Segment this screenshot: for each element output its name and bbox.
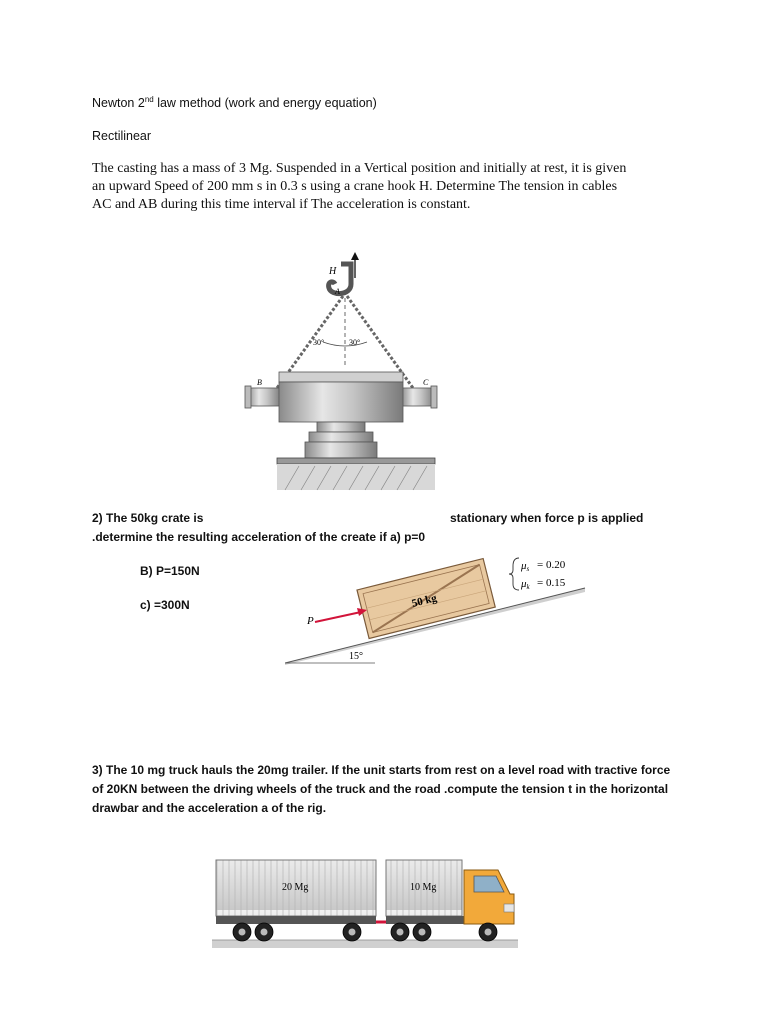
problem1-text bbox=[92, 160, 692, 214]
title-prefix: Newton 2 bbox=[92, 96, 145, 111]
crate-mass-label: 50 kg bbox=[410, 592, 439, 610]
crate-incline-figure bbox=[285, 548, 595, 668]
problem3-line2: of 20KN between the driving wheels of the truck and the road .compute the tension t in the horizontal bbox=[92, 782, 669, 796]
mu-s-symbol: μs bbox=[521, 560, 530, 573]
ground bbox=[277, 464, 435, 490]
truck-trailer-figure bbox=[212, 850, 518, 952]
angle-left-label: 30° bbox=[313, 338, 325, 347]
problem3-line3: drawbar and the acceleration a of the rig. bbox=[92, 801, 327, 815]
problem1-line1: The casting has a mass of 3 Mg. Suspended in a Vertical position and initially at rest, it is given bbox=[92, 161, 627, 176]
road bbox=[212, 940, 518, 948]
wheels bbox=[233, 923, 497, 941]
friction-brace bbox=[509, 558, 519, 590]
problem2-line2: .determine the resulting acceleration of the create if a) p=0 bbox=[92, 530, 426, 544]
problem3-line1: 3) The 10 mg truck hauls the 20mg trailer. If the unit starts from rest on a level road with tractive force bbox=[92, 763, 671, 777]
support-plate bbox=[277, 458, 435, 464]
casting-neck bbox=[317, 422, 365, 432]
problem2-part-c: c) =300N bbox=[140, 598, 190, 612]
title-suffix: law method (work and energy equation) bbox=[153, 96, 377, 111]
label-a: A bbox=[335, 287, 340, 296]
left-trunnion-cap bbox=[245, 386, 251, 408]
truck-label: 10 Mg bbox=[410, 882, 437, 893]
mu-k-value: = 0.15 bbox=[537, 577, 566, 589]
casting-base bbox=[305, 442, 377, 458]
casting-body bbox=[279, 382, 403, 422]
mu-k-symbol: μk bbox=[521, 578, 530, 591]
section-subtitle: Rectilinear bbox=[92, 129, 152, 143]
left-trunnion bbox=[247, 388, 281, 406]
label-c: C bbox=[423, 378, 429, 387]
page-title bbox=[92, 95, 377, 110]
crate bbox=[357, 559, 495, 639]
label-h: H bbox=[329, 266, 337, 277]
right-trunnion bbox=[401, 388, 435, 406]
right-trunnion-cap bbox=[431, 386, 437, 408]
force-p-arrow bbox=[315, 612, 361, 622]
problem2-part-b: B) P=150N bbox=[140, 564, 200, 578]
problem1-line2: an upward Speed of 200 mm s in 0.3 s using a crane hook H. Determine The tension in cables bbox=[92, 179, 618, 194]
problem2-line1-right: stationary when force p is applied bbox=[450, 511, 644, 525]
mu-s-value: = 0.20 bbox=[537, 559, 566, 571]
label-b: B bbox=[257, 378, 262, 387]
problem2-line1-left: 2) The 50kg crate is bbox=[92, 511, 204, 525]
force-p-label: P bbox=[307, 615, 314, 627]
angle-right-label: 30° bbox=[349, 338, 361, 347]
casting-top bbox=[279, 372, 403, 382]
headlight bbox=[504, 904, 514, 912]
casting-flange bbox=[309, 432, 373, 442]
trailer-label: 20 Mg bbox=[282, 882, 309, 893]
title-superscript: nd bbox=[144, 95, 154, 104]
incline-angle-label: 15° bbox=[349, 651, 363, 662]
casting-crane-figure bbox=[235, 250, 455, 492]
wheel-hubs bbox=[239, 929, 492, 936]
upward-arrow-head bbox=[351, 252, 359, 260]
problem1-line3: AC and AB during this time interval if The acceleration is constant. bbox=[92, 197, 471, 212]
